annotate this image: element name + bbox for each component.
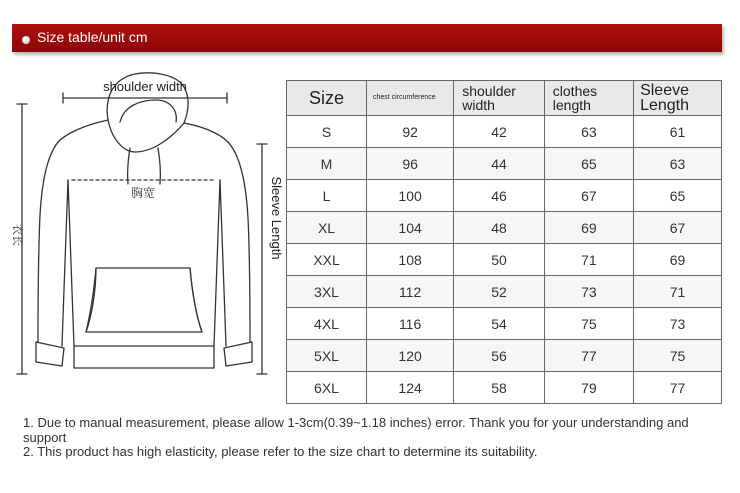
table-row	[287, 180, 722, 212]
cell-length: 79	[544, 372, 633, 404]
bullet-icon	[22, 36, 30, 44]
cell-shoulder: 48	[454, 212, 545, 244]
cell-length: 65	[544, 148, 633, 180]
header-chest: chest circumference	[367, 81, 454, 116]
cell-size: 3XL	[287, 276, 367, 308]
header-size: Size	[287, 81, 367, 116]
cell-chest: 108	[367, 244, 454, 276]
cell-shoulder: 56	[454, 340, 545, 372]
table-row	[287, 148, 722, 180]
cell-shoulder: 52	[454, 276, 545, 308]
notes	[23, 416, 723, 460]
cell-length: 67	[544, 180, 633, 212]
table-row	[287, 212, 722, 244]
table-row	[287, 308, 722, 340]
cell-size: XL	[287, 212, 367, 244]
cell-size: M	[287, 148, 367, 180]
cell-length: 77	[544, 340, 633, 372]
header-shoulder: shoulder width	[454, 81, 545, 116]
sleeve-length-label: Sleeve Length	[269, 176, 284, 260]
cell-chest: 92	[367, 116, 454, 148]
cell-length: 75	[544, 308, 633, 340]
table-header-row	[287, 81, 722, 116]
cell-sleeve: 73	[634, 308, 722, 340]
cell-shoulder: 54	[454, 308, 545, 340]
cell-chest: 120	[367, 340, 454, 372]
table-row	[287, 116, 722, 148]
cell-length: 71	[544, 244, 633, 276]
table-row	[287, 244, 722, 276]
cell-length: 73	[544, 276, 633, 308]
cell-chest: 124	[367, 372, 454, 404]
header-sleeve-length: Sleeve Length	[634, 81, 722, 116]
cell-size: 6XL	[287, 372, 367, 404]
cell-length: 63	[544, 116, 633, 148]
note-1: 1. Due to manual measurement, please allow 1-3cm(0.39~1.18 inches) error. Thank you for your understanding and support	[23, 415, 689, 445]
cell-chest: 116	[367, 308, 454, 340]
cell-sleeve: 63	[634, 148, 722, 180]
shoulder-width-label: shoulder width	[103, 79, 187, 94]
table-row	[287, 276, 722, 308]
cell-sleeve: 77	[634, 372, 722, 404]
sleeve-measure-line	[257, 144, 267, 374]
cell-sleeve: 65	[634, 180, 722, 212]
cell-size: XXL	[287, 244, 367, 276]
cell-size: L	[287, 180, 367, 212]
cell-size: S	[287, 116, 367, 148]
cell-sleeve: 69	[634, 244, 722, 276]
cell-shoulder: 42	[454, 116, 545, 148]
cell-size: 4XL	[287, 308, 367, 340]
cell-sleeve: 67	[634, 212, 722, 244]
cell-sleeve: 75	[634, 340, 722, 372]
header-banner	[12, 24, 722, 52]
length-label: 衣长	[11, 224, 24, 246]
cell-chest: 112	[367, 276, 454, 308]
cell-length: 69	[544, 212, 633, 244]
cell-shoulder: 44	[454, 148, 545, 180]
hoodie-outline	[36, 73, 252, 368]
cell-shoulder: 58	[454, 372, 545, 404]
cell-shoulder: 50	[454, 244, 545, 276]
cell-sleeve: 61	[634, 116, 722, 148]
cell-chest: 100	[367, 180, 454, 212]
cell-shoulder: 46	[454, 180, 545, 212]
chest-label: 胸宽	[130, 186, 156, 200]
cell-sleeve: 71	[634, 276, 722, 308]
page-title: Size table/unit cm	[37, 29, 148, 45]
cell-size: 5XL	[287, 340, 367, 372]
cell-chest: 96	[367, 148, 454, 180]
table-row	[287, 372, 722, 404]
hoodie-diagram	[0, 60, 290, 400]
size-table	[286, 80, 722, 404]
note-2: 2. This product has high elasticity, please refer to the size chart to determine its suitability.	[23, 444, 538, 459]
cell-chest: 104	[367, 212, 454, 244]
table-row	[287, 340, 722, 372]
header-clothes-length: clothes length	[544, 81, 633, 116]
